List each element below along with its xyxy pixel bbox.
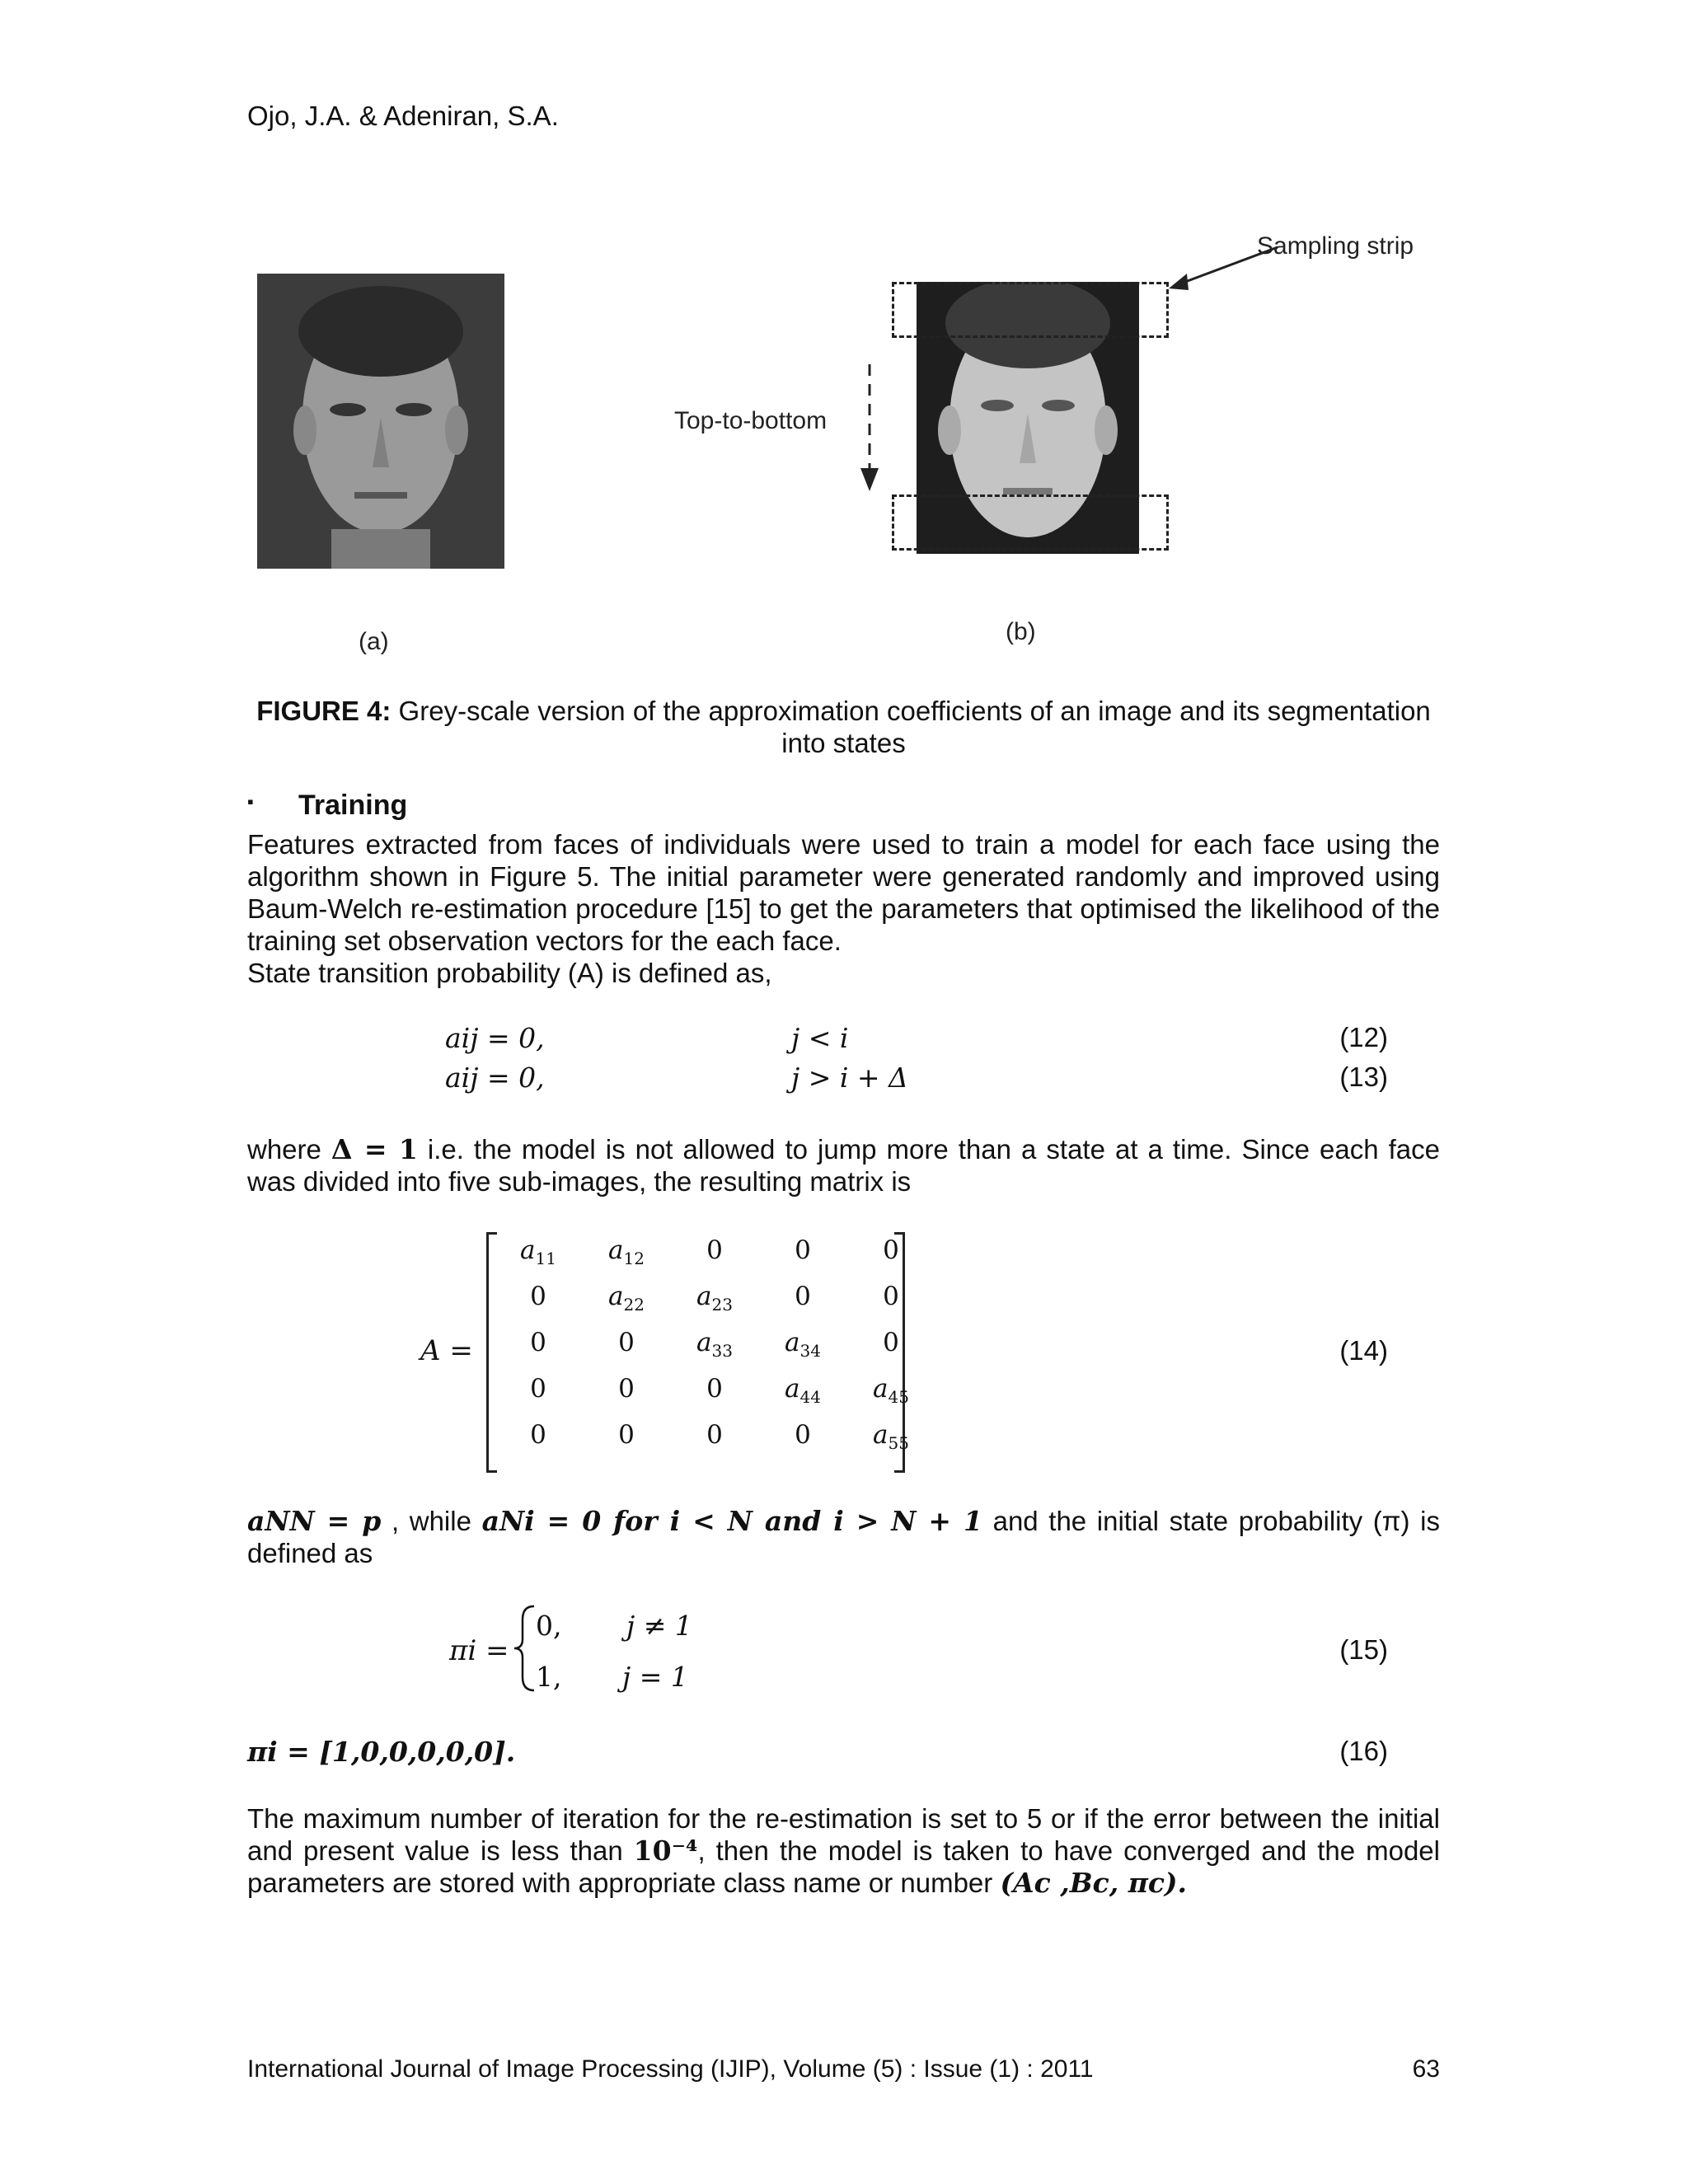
matrix-cell: $a_{23}$: [696, 1282, 733, 1315]
paragraph-initial-end: and the initial state probability (π) is defined as: [247, 1506, 1441, 1568]
panel-b-label: (b): [1006, 618, 1036, 645]
eq13-condition: j > i + Δ: [791, 1062, 908, 1094]
matrix-cell: $a_{44}$: [785, 1374, 821, 1408]
eq12-lhs: aij = 0,: [445, 1022, 545, 1054]
eq15-number: (15): [1339, 1634, 1388, 1665]
eq16-number: (16): [1339, 1736, 1388, 1766]
running-header: Ojo, J.A. & Adeniran, S.A.: [247, 101, 559, 131]
matrix-cell: 0: [530, 1420, 546, 1450]
matrix-cell: $a_{12}$: [608, 1235, 645, 1269]
tolerance-expression: 10⁻⁴: [633, 1835, 698, 1867]
brace-icon: [513, 1603, 537, 1694]
ann-expression: aNN = p: [247, 1505, 382, 1537]
matrix-cell: 0: [706, 1235, 723, 1265]
matrix-cell: 0: [795, 1420, 811, 1450]
eq14-lhs: A =: [420, 1334, 473, 1367]
figure-caption: [247, 695, 1440, 759]
matrix-cell: 0: [883, 1282, 899, 1311]
eq14-number: (14): [1339, 1335, 1388, 1366]
paragraph-convergence-end: , then the model is taken to have converged and the model parameters are stored with appropriate class name or number: [247, 1835, 1440, 1898]
matrix-cell: 0: [618, 1328, 635, 1357]
journal-footer: International Journal of Image Processing (IJIP), Volume (5) : Issue (1) : 2011: [247, 2055, 1094, 2083]
eq12-number: (12): [1339, 1022, 1388, 1052]
transition-matrix: [482, 1232, 911, 1471]
section-heading: Training: [298, 790, 408, 821]
sampling-strip-bottom: [892, 494, 1169, 551]
ani-expression: aNi = 0 for i < N and i > N + 1: [481, 1505, 982, 1537]
face-illustration-a: [257, 274, 504, 569]
matrix-cell: $a_{11}$: [520, 1235, 556, 1269]
eq15-case1: 0,: [536, 1610, 562, 1642]
paragraph-delta: [247, 1133, 1440, 1197]
eq15-case2: 1,: [536, 1661, 562, 1693]
paragraph-while: , while: [381, 1506, 482, 1536]
matrix-cell: $a_{34}$: [785, 1328, 821, 1361]
direction-label: Top-to-bottom: [674, 407, 828, 434]
eq13-lhs: aij = 0,: [445, 1062, 545, 1094]
model-params-expression: (Ac ,Bc, πc).: [1000, 1867, 1188, 1899]
matrix-cell: 0: [795, 1235, 811, 1265]
matrix-cell: 0: [618, 1374, 635, 1404]
paragraph-training: Features extracted from faces of individuals were used to train a model for each face using the algorithm shown in Figure 5. The initial parameter were generated randomly and improved using Baum-Welch re-estimation procedure [15] to get the parameters that optimised the likelihood of the training set observation vectors for the each face.: [247, 829, 1440, 956]
matrix-left-bracket: [486, 1232, 497, 1473]
caption-text: Grey-scale version of the approximation coefficients of an image and its segmentation into states: [391, 696, 1431, 758]
figure-4: [247, 231, 1440, 659]
sampling-strip-label: Sampling strip: [1257, 232, 1414, 260]
paragraph-delta-end: i.e. the model is not allowed to jump more than a state at a time. Since each face was divided into five sub-images, the resulting matrix is: [247, 1134, 1440, 1197]
matrix-cell: 0: [530, 1328, 546, 1357]
matrix-cell: 0: [883, 1235, 899, 1265]
top-to-bottom-arrow-icon: [857, 363, 882, 494]
eq15-cond1: j ≠ 1: [626, 1610, 692, 1642]
matrix-cell: $a_{33}$: [696, 1328, 733, 1361]
matrix-cell: 0: [883, 1328, 899, 1357]
delta-expression: Δ = 1: [331, 1133, 418, 1165]
bullet-icon: ▪: [247, 791, 254, 812]
matrix-cell: 0: [618, 1420, 635, 1450]
sampling-strip-top: [892, 282, 1169, 338]
matrix-cell: 0: [530, 1282, 546, 1311]
eq15-cond2: j = 1: [622, 1661, 688, 1693]
paragraph-state-transition: State transition probability (A) is defined as,: [247, 958, 772, 988]
eq13-number: (13): [1339, 1062, 1388, 1092]
matrix-cell: 0: [706, 1374, 723, 1404]
eq15-lhs: πi =: [449, 1634, 509, 1667]
matrix-cell: 0: [706, 1420, 723, 1450]
paragraph-convergence: [247, 1802, 1440, 1899]
panel-a-label: (a): [359, 628, 389, 655]
matrix-cell: $a_{55}$: [873, 1420, 909, 1454]
eq16-expression: πi = [1,0,0,0,0,0].: [247, 1736, 516, 1768]
paragraph-initial-probability: [247, 1505, 1440, 1569]
page-number: 63: [1412, 2055, 1440, 2083]
matrix-cell: $a_{45}$: [873, 1374, 909, 1408]
matrix-cell: $a_{22}$: [608, 1282, 645, 1315]
face-image-a: [257, 274, 504, 569]
paragraph-convergence-start: The maximum number of iteration for the re-estimation is set to 5 or if the error between the initial and present value is less than: [247, 1803, 1440, 1866]
matrix-cell: 0: [530, 1374, 546, 1404]
paragraph-delta-start: where: [247, 1134, 331, 1165]
matrix-cell: 0: [795, 1282, 811, 1311]
caption-prefix: FIGURE 4:: [256, 696, 392, 726]
eq12-condition: j < i: [791, 1022, 849, 1054]
